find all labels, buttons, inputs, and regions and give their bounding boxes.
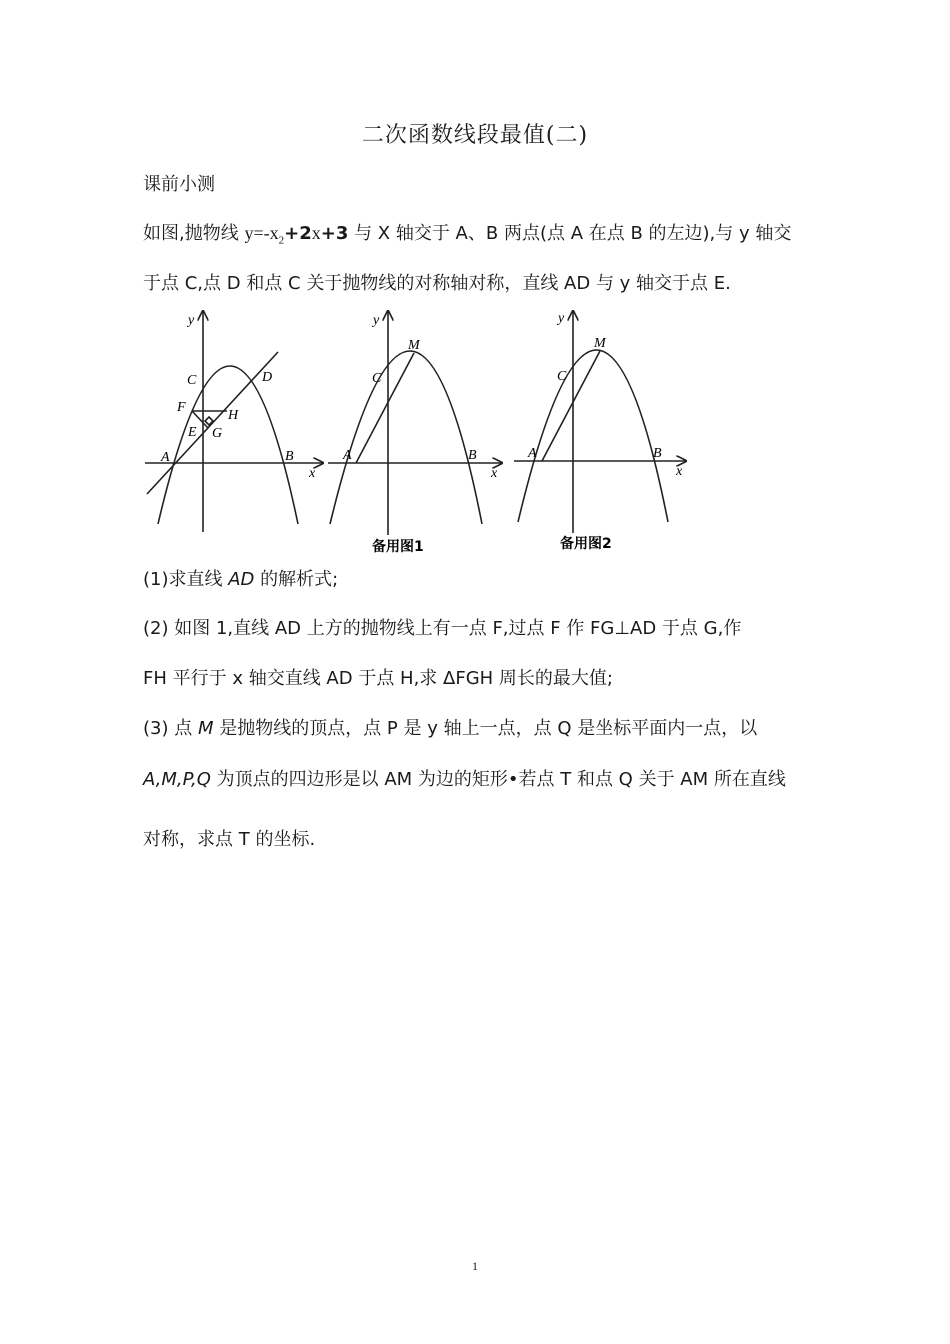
fig2-A: A [343, 448, 352, 463]
figures [140, 306, 700, 556]
fig3-B: B [653, 446, 662, 461]
fig1-C: C [187, 373, 197, 388]
fig2-y: y [373, 313, 380, 328]
fig2-C: C [372, 371, 382, 386]
fig1-A: A [161, 450, 170, 465]
intro-line-2: 于点 C,点 D 和点 C 关于抛物线的对称轴对称，直线 AD 与 y 轴交于点 E. [143, 273, 731, 294]
fig1-E: E [188, 425, 197, 440]
fig3-x: x [676, 464, 683, 479]
section-heading: 课前小测 [143, 174, 215, 195]
intro-line-1: 如图,抛物线 $y=-x_2+2x+3$ 与 X 轴交于 A、B 两点(点 A 在点 B 的左边),与 y 轴交 [143, 223, 792, 247]
fig1-B: B [285, 449, 294, 464]
question-2-line-1: (2) 如图 1,直线 AD 上方的抛物线上有一点 F,过点 F 作 FG⊥AD 于点 G,作 [143, 618, 742, 639]
fig3-A: A [528, 446, 537, 461]
fig3-y: y [558, 311, 565, 326]
fig1-H: H [228, 408, 239, 423]
question-3-line-2: A,M,P,Q 为顶点的四边形是以 AM 为边的矩形•若点 T 和点 Q 关于 AM 所在直线 [143, 769, 786, 790]
fig2-B: B [468, 448, 477, 463]
fig2-x: x [491, 466, 498, 481]
fig3-M: M [594, 336, 606, 351]
page-title: 二次函数线段最值(二) [361, 123, 589, 148]
fig3-caption: 备用图2 [560, 536, 612, 552]
question-3-line-1: (3) 点 M 是抛物线的顶点，点 P 是 y 轴上一点，点 Q 是坐标平面内一点，以 [143, 718, 758, 739]
question-3-line-3: 对称，求点 T 的坐标. [143, 829, 316, 850]
fig1-x: x [309, 466, 316, 481]
fig1-F: F [177, 400, 186, 415]
page-number: 1 [472, 1259, 478, 1273]
question-2-line-2: FH 平行于 x 轴交直线 AD 于点 H,求 ΔFGH 周长的最大值; [143, 668, 613, 689]
fig1-G: G [212, 426, 223, 441]
fig2-M: M [408, 338, 420, 353]
fig1-D: D [262, 370, 273, 385]
fig1-y: y [188, 313, 195, 328]
fig3-C: C [557, 369, 567, 384]
fig2-caption: 备用图1 [372, 539, 424, 555]
question-1: (1)求直线 AD 的解析式; [143, 569, 339, 590]
